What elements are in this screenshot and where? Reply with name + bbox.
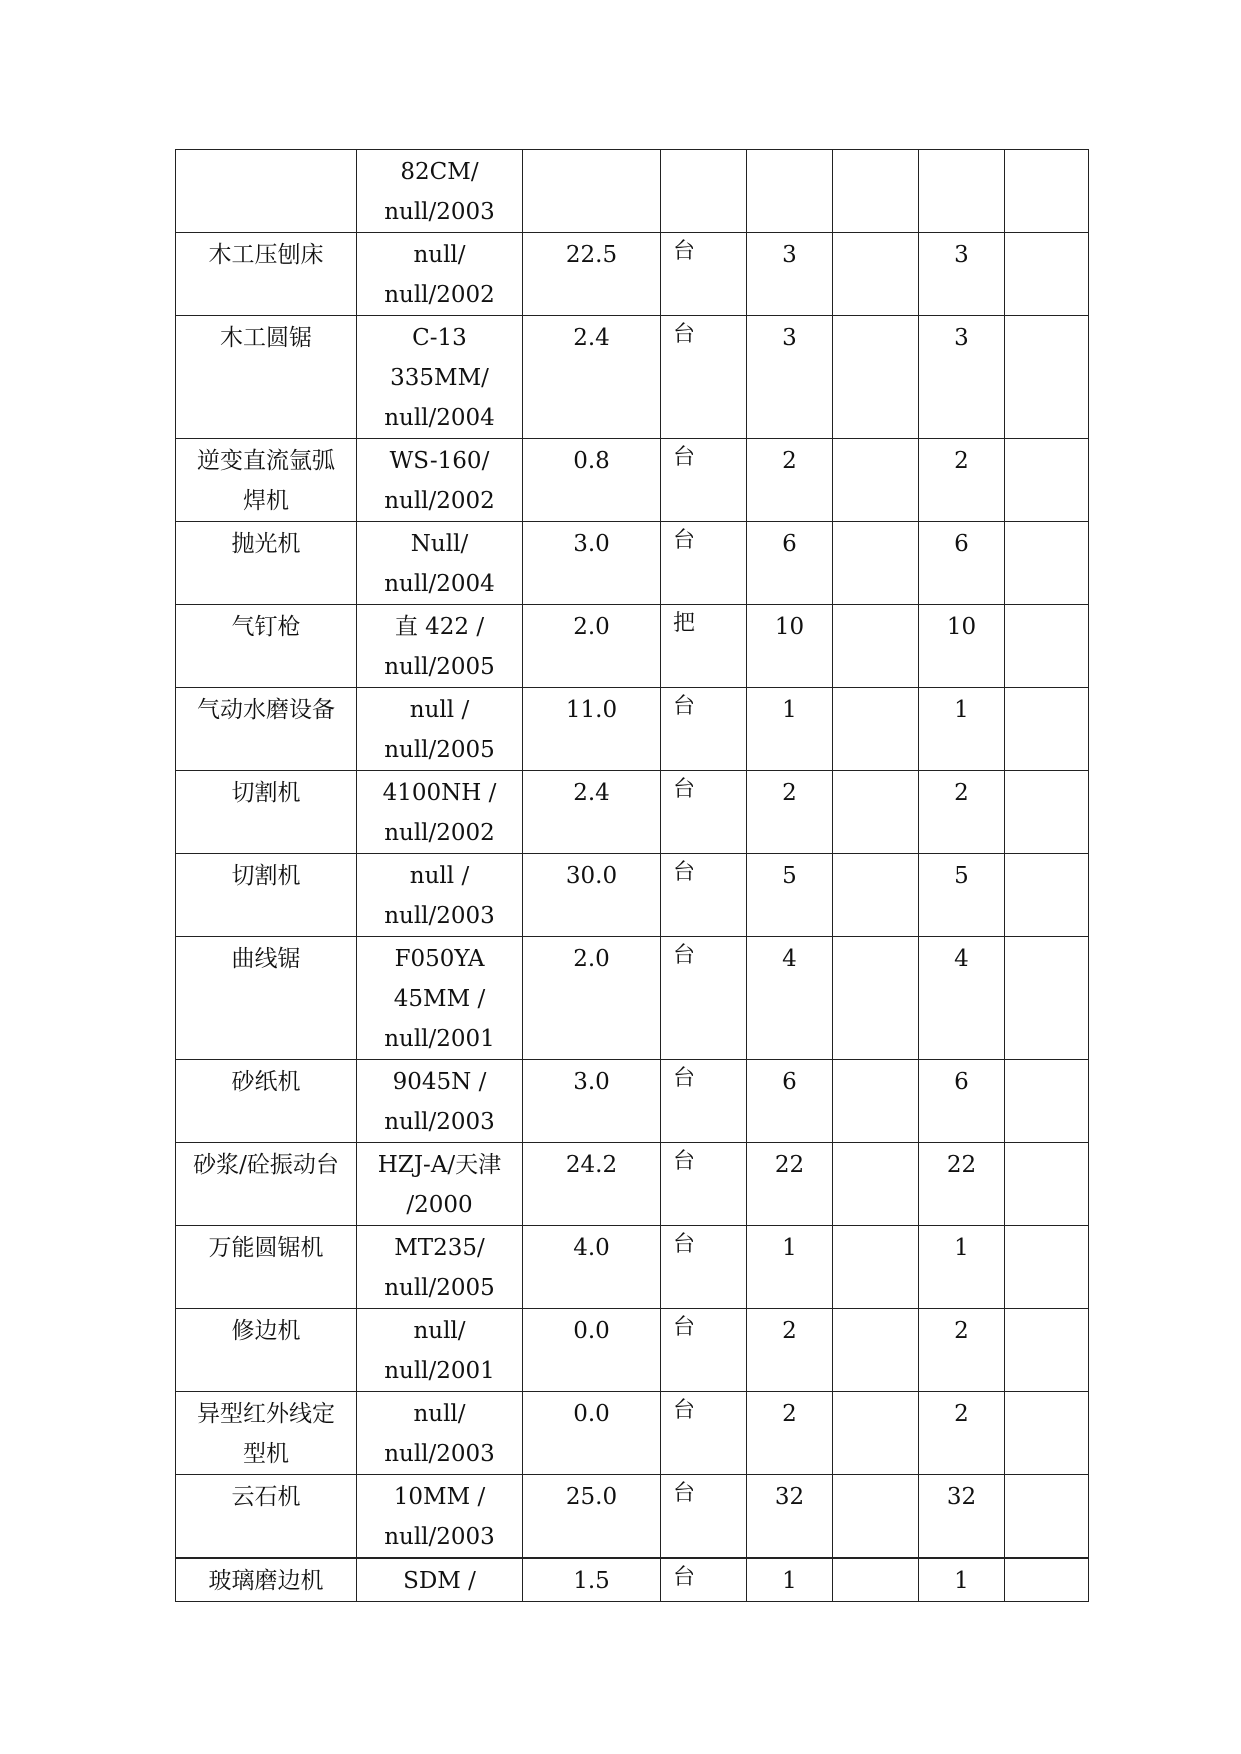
cell-text-col6	[833, 233, 918, 235]
cell-text-model: null/ null/2002	[384, 242, 495, 308]
cell-text-unit: 台	[673, 943, 696, 968]
table-cell-total	[919, 522, 1005, 605]
table-cell-power	[523, 1558, 661, 1602]
table-cell-unit	[661, 1558, 747, 1602]
cell-text-total: 2	[954, 448, 969, 474]
table-cell-qty	[747, 937, 833, 1060]
cell-text-power: 2.4	[573, 325, 610, 351]
cell-text-model: WS-160/ null/2002	[384, 448, 495, 514]
cell-text-power: 24.2	[565, 1152, 618, 1178]
table-row	[176, 771, 1089, 854]
table-cell-name	[176, 1309, 357, 1392]
table-cell-qty	[747, 439, 833, 522]
table-row	[176, 1226, 1089, 1309]
table-cell-col6	[833, 522, 919, 605]
cell-text-qty: 2	[782, 780, 797, 806]
cell-text-name: 云石机	[231, 1484, 301, 1510]
cell-text-name: 曲线锯	[231, 946, 301, 972]
table-cell-qty	[747, 1060, 833, 1143]
table-cell-power	[523, 1475, 661, 1559]
cell-text-unit: 台	[673, 1149, 696, 1174]
cell-text-col6	[833, 605, 918, 607]
cell-text-model: HZJ-A/天津 /2000	[377, 1152, 502, 1218]
table-cell-col8	[1005, 150, 1089, 233]
table-cell-total	[919, 1226, 1005, 1309]
cell-text-col6	[833, 1392, 918, 1394]
table-cell-name	[176, 1143, 357, 1226]
cell-text-model: 9045N / null/2003	[384, 1069, 495, 1135]
cell-text-col8	[1005, 1060, 1088, 1062]
cell-text-power: 0.8	[573, 448, 610, 474]
table-cell-power	[523, 1143, 661, 1226]
equipment-table-body	[176, 150, 1089, 1602]
cell-text-qty: 1	[782, 697, 797, 723]
table-cell-power	[523, 1060, 661, 1143]
table-cell-qty	[747, 1392, 833, 1475]
table-cell-col8	[1005, 1309, 1089, 1392]
table-cell-unit	[661, 522, 747, 605]
cell-text-qty: 2	[782, 448, 797, 474]
table-cell-total	[919, 316, 1005, 439]
cell-text-power	[523, 150, 660, 152]
table-cell-unit	[661, 1309, 747, 1392]
cell-text-qty: 10	[774, 614, 805, 640]
cell-text-qty: 3	[782, 325, 797, 351]
table-cell-name	[176, 1226, 357, 1309]
table-row	[176, 937, 1089, 1060]
table-cell-col8	[1005, 1558, 1089, 1602]
table-cell-total	[919, 771, 1005, 854]
cell-text-name: 修边机	[231, 1318, 301, 1344]
table-cell-col6	[833, 771, 919, 854]
table-cell-model	[357, 316, 523, 439]
cell-text-col6	[833, 937, 918, 939]
cell-text-qty: 6	[782, 1069, 797, 1095]
cell-text-unit: 台	[673, 322, 696, 347]
table-cell-col6	[833, 316, 919, 439]
cell-text-qty: 2	[782, 1318, 797, 1344]
table-cell-qty	[747, 771, 833, 854]
cell-text-total: 4	[954, 946, 969, 972]
cell-text-total: 2	[954, 780, 969, 806]
table-cell-col8	[1005, 1392, 1089, 1475]
cell-text-total: 6	[954, 531, 969, 557]
table-cell-name	[176, 1060, 357, 1143]
cell-text-name: 砂浆/砼振动台	[193, 1152, 339, 1178]
table-cell-col6	[833, 1143, 919, 1226]
table-cell-unit	[661, 316, 747, 439]
table-cell-col6	[833, 439, 919, 522]
table-row	[176, 854, 1089, 937]
table-cell-unit	[661, 937, 747, 1060]
table-cell-unit	[661, 1143, 747, 1226]
table-cell-col8	[1005, 522, 1089, 605]
table-cell-power	[523, 150, 661, 233]
cell-text-power: 1.5	[573, 1568, 610, 1594]
table-cell-model	[357, 1475, 523, 1559]
table-cell-name	[176, 688, 357, 771]
cell-text-unit: 台	[673, 528, 696, 553]
cell-text-power: 2.0	[573, 614, 610, 640]
table-cell-total	[919, 1143, 1005, 1226]
cell-text-qty: 4	[782, 946, 797, 972]
table-cell-model	[357, 1392, 523, 1475]
table-cell-qty	[747, 233, 833, 316]
cell-text-model: null / null/2003	[384, 863, 495, 929]
table-cell-unit	[661, 233, 747, 316]
table-cell-name	[176, 150, 357, 233]
cell-text-power: 3.0	[573, 1069, 610, 1095]
table-cell-qty	[747, 688, 833, 771]
cell-text-total: 2	[954, 1318, 969, 1344]
cell-text-col6	[833, 1143, 918, 1145]
table-cell-total	[919, 1060, 1005, 1143]
table-cell-qty	[747, 1143, 833, 1226]
cell-text-col8	[1005, 937, 1088, 939]
table-cell-unit	[661, 854, 747, 937]
cell-text-qty	[747, 150, 832, 152]
table-cell-total	[919, 233, 1005, 316]
table-cell-unit	[661, 150, 747, 233]
cell-text-unit: 台	[673, 1481, 696, 1506]
cell-text-col6	[833, 771, 918, 773]
cell-text-total: 32	[946, 1484, 977, 1510]
table-cell-col6	[833, 605, 919, 688]
cell-text-col8	[1005, 1143, 1088, 1145]
cell-text-unit	[673, 152, 746, 154]
table-cell-name	[176, 439, 357, 522]
cell-text-model: 82CM/ null/2003	[384, 159, 495, 225]
cell-text-power: 22.5	[565, 242, 618, 268]
table-row	[176, 1392, 1089, 1475]
cell-text-col8	[1005, 854, 1088, 856]
table-cell-col8	[1005, 1143, 1089, 1226]
table-cell-unit	[661, 1475, 747, 1559]
table-cell-power	[523, 688, 661, 771]
cell-text-col6	[833, 1060, 918, 1062]
table-cell-qty	[747, 854, 833, 937]
cell-text-col6	[833, 688, 918, 690]
table-cell-power	[523, 771, 661, 854]
table-cell-total	[919, 1558, 1005, 1602]
table-cell-unit	[661, 1060, 747, 1143]
cell-text-col8	[1005, 233, 1088, 235]
cell-text-col6	[833, 1475, 918, 1477]
table-cell-total	[919, 854, 1005, 937]
cell-text-power: 4.0	[573, 1235, 610, 1261]
table-cell-model	[357, 854, 523, 937]
table-cell-col8	[1005, 937, 1089, 1060]
table-cell-total	[919, 439, 1005, 522]
table-cell-power	[523, 522, 661, 605]
cell-text-name: 气钉枪	[231, 614, 301, 640]
cell-text-col8	[1005, 1559, 1088, 1561]
cell-text-unit: 台	[673, 1398, 696, 1423]
cell-text-qty: 1	[782, 1568, 797, 1594]
cell-text-model: MT235/ null/2005	[384, 1235, 495, 1301]
table-cell-unit	[661, 439, 747, 522]
table-cell-col6	[833, 1309, 919, 1392]
table-cell-col6	[833, 937, 919, 1060]
table-cell-qty	[747, 522, 833, 605]
cell-text-col8	[1005, 1309, 1088, 1311]
table-cell-total	[919, 605, 1005, 688]
cell-text-total: 3	[954, 242, 969, 268]
table-cell-name	[176, 233, 357, 316]
cell-text-power: 25.0	[565, 1484, 618, 1510]
cell-text-unit: 台	[673, 777, 696, 802]
cell-text-model: 4100NH / null/2002	[382, 780, 497, 846]
table-cell-col6	[833, 688, 919, 771]
equipment-table-page	[175, 149, 1089, 1602]
table-cell-power	[523, 316, 661, 439]
table-cell-col8	[1005, 605, 1089, 688]
table-cell-total	[919, 688, 1005, 771]
table-cell-qty	[747, 605, 833, 688]
table-cell-col8	[1005, 1475, 1089, 1559]
cell-text-name: 木工圆锯	[220, 325, 312, 351]
table-cell-qty	[747, 1558, 833, 1602]
table-cell-col6	[833, 1226, 919, 1309]
table-cell-unit	[661, 1392, 747, 1475]
table-cell-model	[357, 233, 523, 316]
cell-text-model: SDM /	[403, 1568, 476, 1594]
cell-text-name: 气动水磨设备	[197, 697, 335, 723]
table-cell-col6	[833, 1060, 919, 1143]
table-cell-name	[176, 605, 357, 688]
table-row	[176, 1475, 1089, 1559]
cell-text-model: null/ null/2001	[384, 1318, 495, 1384]
cell-text-name	[176, 150, 356, 152]
cell-text-unit: 台	[673, 860, 696, 885]
table-cell-power	[523, 1392, 661, 1475]
table-cell-power	[523, 233, 661, 316]
table-cell-col8	[1005, 1060, 1089, 1143]
table-cell-col8	[1005, 233, 1089, 316]
table-row	[176, 1143, 1089, 1226]
cell-text-col8	[1005, 439, 1088, 441]
table-cell-col8	[1005, 1226, 1089, 1309]
cell-text-qty: 6	[782, 531, 797, 557]
cell-text-unit: 台	[673, 694, 696, 719]
cell-text-total	[919, 150, 1004, 152]
table-cell-col6	[833, 1392, 919, 1475]
cell-text-qty: 5	[782, 863, 797, 889]
table-cell-col8	[1005, 439, 1089, 522]
cell-text-col8	[1005, 1392, 1088, 1394]
table-cell-qty	[747, 1475, 833, 1559]
table-row	[176, 1558, 1089, 1602]
table-cell-qty	[747, 150, 833, 233]
cell-text-col6	[833, 1559, 918, 1561]
cell-text-unit: 把	[673, 611, 696, 636]
table-row	[176, 522, 1089, 605]
cell-text-total: 5	[954, 863, 969, 889]
table-cell-unit	[661, 1226, 747, 1309]
table-cell-model	[357, 1309, 523, 1392]
cell-text-name: 抛光机	[231, 531, 301, 557]
table-cell-col6	[833, 1475, 919, 1559]
cell-text-unit: 台	[673, 239, 696, 264]
table-cell-model	[357, 605, 523, 688]
cell-text-power: 3.0	[573, 531, 610, 557]
table-cell-qty	[747, 1309, 833, 1392]
cell-text-col8	[1005, 688, 1088, 690]
table-row	[176, 439, 1089, 522]
table-cell-model	[357, 1558, 523, 1602]
table-cell-power	[523, 605, 661, 688]
cell-text-model: C-13 335MM/ null/2004	[384, 325, 495, 431]
table-cell-power	[523, 937, 661, 1060]
cell-text-qty: 32	[774, 1484, 805, 1510]
cell-text-col8	[1005, 316, 1088, 318]
table-cell-power	[523, 854, 661, 937]
cell-text-power: 2.0	[573, 946, 610, 972]
cell-text-col8	[1005, 522, 1088, 524]
cell-text-qty: 2	[782, 1401, 797, 1427]
table-cell-model	[357, 1060, 523, 1143]
table-cell-unit	[661, 605, 747, 688]
cell-text-qty: 22	[774, 1152, 805, 1178]
table-cell-name	[176, 316, 357, 439]
table-cell-model	[357, 522, 523, 605]
cell-text-model: null / null/2005	[384, 697, 495, 763]
cell-text-col8	[1005, 150, 1088, 152]
cell-text-power: 11.0	[565, 697, 618, 723]
table-cell-name	[176, 1392, 357, 1475]
table-cell-name	[176, 522, 357, 605]
table-cell-model	[357, 150, 523, 233]
cell-text-unit: 台	[673, 445, 696, 470]
table-cell-name	[176, 1475, 357, 1559]
table-row	[176, 605, 1089, 688]
table-cell-qty	[747, 1226, 833, 1309]
table-cell-total	[919, 1392, 1005, 1475]
table-cell-name	[176, 1558, 357, 1602]
table-cell-total	[919, 1309, 1005, 1392]
cell-text-unit: 台	[673, 1066, 696, 1091]
cell-text-col6	[833, 316, 918, 318]
table-row	[176, 688, 1089, 771]
cell-text-model: null/ null/2003	[384, 1401, 495, 1467]
table-cell-model	[357, 439, 523, 522]
cell-text-model: F050YA 45MM / null/2001	[384, 946, 495, 1052]
cell-text-total: 1	[954, 1568, 969, 1594]
cell-text-col6	[833, 522, 918, 524]
cell-text-name: 木工压刨床	[208, 242, 324, 268]
table-cell-total	[919, 1475, 1005, 1559]
table-cell-col6	[833, 1558, 919, 1602]
cell-text-col6	[833, 854, 918, 856]
cell-text-power: 2.4	[573, 780, 610, 806]
table-cell-col8	[1005, 771, 1089, 854]
cell-text-col8	[1005, 1226, 1088, 1228]
cell-text-model: Null/ null/2004	[384, 531, 495, 597]
cell-text-unit: 台	[673, 1565, 696, 1590]
cell-text-power: 30.0	[565, 863, 618, 889]
table-cell-col8	[1005, 316, 1089, 439]
cell-text-name: 切割机	[231, 780, 301, 806]
cell-text-total: 1	[954, 1235, 969, 1261]
cell-text-total: 6	[954, 1069, 969, 1095]
table-cell-unit	[661, 688, 747, 771]
cell-text-col6	[833, 439, 918, 441]
table-cell-col6	[833, 150, 919, 233]
cell-text-total: 1	[954, 697, 969, 723]
cell-text-name: 切割机	[231, 863, 301, 889]
table-cell-total	[919, 150, 1005, 233]
table-row	[176, 233, 1089, 316]
table-cell-model	[357, 688, 523, 771]
table-cell-model	[357, 937, 523, 1060]
table-cell-qty	[747, 316, 833, 439]
table-cell-power	[523, 1226, 661, 1309]
cell-text-unit: 台	[673, 1232, 696, 1257]
table-cell-name	[176, 771, 357, 854]
table-cell-unit	[661, 771, 747, 854]
cell-text-qty: 3	[782, 242, 797, 268]
table-cell-model	[357, 1143, 523, 1226]
equipment-table	[175, 149, 1089, 1602]
cell-text-total: 2	[954, 1401, 969, 1427]
cell-text-unit: 台	[673, 1315, 696, 1340]
table-cell-name	[176, 854, 357, 937]
table-cell-total	[919, 937, 1005, 1060]
table-cell-col6	[833, 233, 919, 316]
cell-text-col6	[833, 150, 918, 152]
cell-text-model: 直 422 / null/2005	[384, 614, 495, 680]
table-cell-model	[357, 771, 523, 854]
table-row	[176, 1309, 1089, 1392]
cell-text-total: 22	[946, 1152, 977, 1178]
cell-text-name: 异型红外线定 型机	[197, 1401, 335, 1467]
cell-text-col8	[1005, 605, 1088, 607]
table-row	[176, 1060, 1089, 1143]
table-row	[176, 150, 1089, 233]
cell-text-name: 逆变直流氩弧 焊机	[197, 448, 335, 514]
cell-text-total: 10	[946, 614, 977, 640]
cell-text-col6	[833, 1226, 918, 1228]
cell-text-name: 砂纸机	[231, 1069, 301, 1095]
cell-text-total: 3	[954, 325, 969, 351]
cell-text-power: 0.0	[573, 1318, 610, 1344]
cell-text-model: 10MM / null/2003	[384, 1484, 495, 1550]
table-cell-model	[357, 1226, 523, 1309]
table-cell-col8	[1005, 854, 1089, 937]
cell-text-col8	[1005, 1475, 1088, 1477]
table-cell-power	[523, 439, 661, 522]
cell-text-power: 0.0	[573, 1401, 610, 1427]
cell-text-name: 万能圆锯机	[208, 1235, 324, 1261]
cell-text-col8	[1005, 771, 1088, 773]
table-cell-col6	[833, 854, 919, 937]
table-cell-power	[523, 1309, 661, 1392]
table-cell-col8	[1005, 688, 1089, 771]
cell-text-qty: 1	[782, 1235, 797, 1261]
cell-text-name: 玻璃磨边机	[208, 1568, 324, 1594]
cell-text-col6	[833, 1309, 918, 1311]
table-row	[176, 316, 1089, 439]
table-cell-name	[176, 937, 357, 1060]
